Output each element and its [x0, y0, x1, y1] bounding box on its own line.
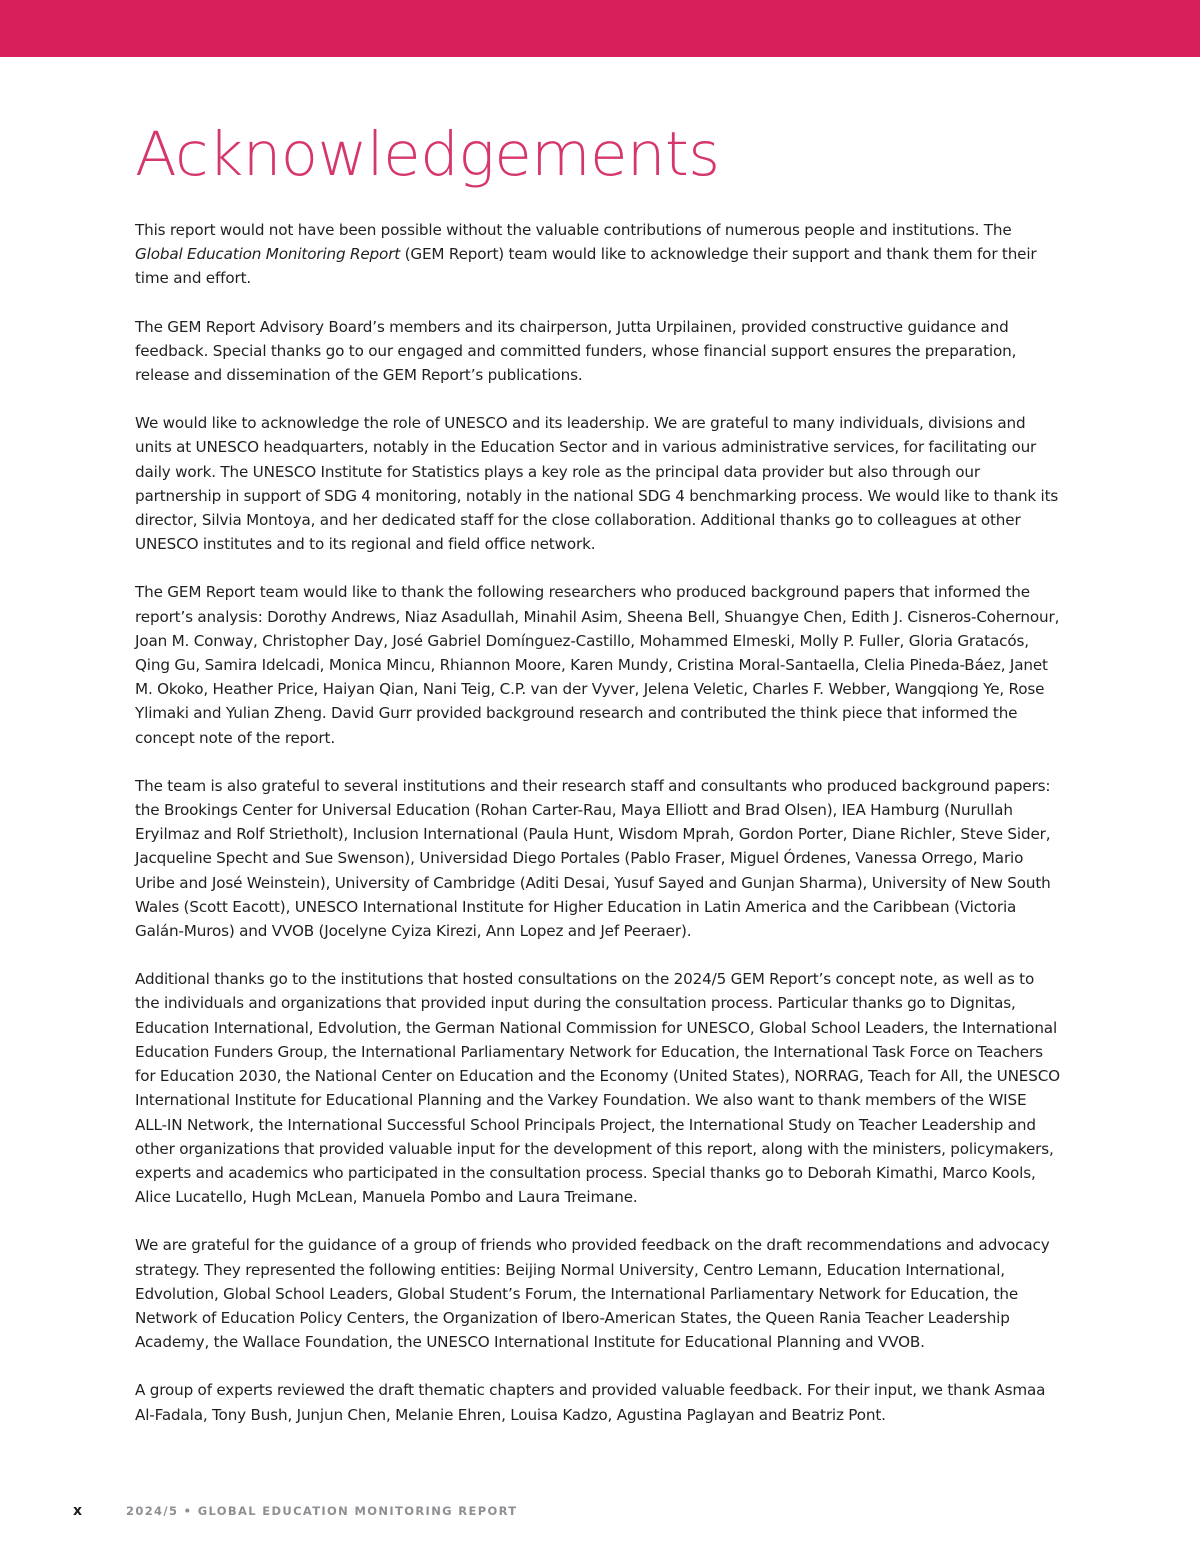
paragraph-consultations: Additional thanks go to the institutions that hosted consultations on the 2024/5 GEM Report’s concept note, as well as to the individuals and organizations that provided input during the consultation process. Particular thanks go to Dignitas, Education International, Edvolution, the German National Commission for UNESCO, Global School Leaders, the International Education Funders Group, the International Parliamentary Network for Education, the International Task Force on Teachers for Education 2030, the National Center on Education and the Economy (United States), NORRAG, Teach for All, the UNESCO International Institute for Educational Planning and the Varkey Foundation. We also want to thank members of the WISE ALL-IN Network, the International Successful School Principals Project, the International Study on Teacher Leadership and other organizations that provided valuable input for the development of this report, along with the ministers, policymakers, experts and academics who participated in the consultation process. Special thanks go to Deborah Kimathi, Marco Kools, Alice Lucatello, Hugh McLean, Manuela Pombo and Laura Treimane.	[135, 970, 1060, 1207]
paragraph-friends-group: We are grateful for the guidance of a group of friends who provided feedback on the draft recommendations and advocacy strategy. They represented the following entities: Beijing Normal University, Centro Lemann, Education International, Edvolution, Global School Leaders, Global Student’s Forum, the International Parliamentary Network for Education, the Network of Education Policy Centers, the Organization of Ibero-American States, the Queen Rania Teacher Leadership Academy, the Wallace Foundation, the UNESCO International Institute for Educational Planning and VVOB.	[135, 1236, 1050, 1352]
report-title-italic: Global Education Monitoring Report	[135, 245, 401, 264]
page-title: Acknowledgements	[135, 119, 720, 190]
page-content	[135, 120, 1060, 1427]
paragraph-expert-reviewers: A group of experts reviewed the draft thematic chapters and provided valuable feedback. For their input, we thank Asmaa Al-Fadala, Tony Bush, Junjun Chen, Melanie Ehren, Louisa Kadzo, Agustina Paglayan and Beatriz Pont.	[135, 1381, 1046, 1424]
paragraph-intro-part2: (GEM Report) team would like to acknowledge their support and thank them for their time and effort.	[135, 245, 1037, 288]
page-number: x	[72, 1503, 82, 1519]
footer-running-head: 2024/5 • GLOBAL EDUCATION MONITORING REPORT	[126, 1504, 518, 1518]
page-footer	[0, 1496, 1200, 1526]
paragraph-researchers: The GEM Report team would like to thank the following researchers who produced background papers that informed the report’s analysis: Dorothy Andrews, Niaz Asadullah, Minahil Asim, Sheena Bell, Shuangye Chen, Edith J. Cisneros-Cohernour, Joan M. Conway, Christopher Day, José Gabriel Domínguez-Castillo, Mohammed Elmeski, Molly P. Fuller, Gloria Gratacós, Qing Gu, Samira Idelcadi, Monica Mincu, Rhiannon Moore, Karen Mundy, Cristina Moral-Santaella, Clelia Pineda-Báez, Janet M. Okoko, Heather Price, Haiyan Qian, Nani Teig, C.P. van der Vyver, Jelena Veletic, Charles F. Webber, Wangqiong Ye, Rose Ylimaki and Yulian Zheng. David Gurr provided background research and contributed the think piece that informed the concept note of the report.	[135, 583, 1060, 747]
header-accent-band	[0, 0, 1200, 57]
paragraph-institutions: The team is also grateful to several institutions and their research staff and consultants who produced background papers: the Brookings Center for Universal Education (Rohan Carter-Rau, Maya Elliott and Brad Olsen), IEA Hamburg (Nurullah Eryilmaz and Rolf Strietholt), Inclusion International (Paula Hunt, Wisdom Mprah, Gordon Porter, Diane Richler, Steve Sider, Jacqueline Specht and Sue Swenson), Universidad Diego Portales (Pablo Fraser, Miguel Órdenes, Vanessa Orrego, Mario Uribe and José Weinstein), University of Cambridge (Aditi Desai, Yusuf Sayed and Gunjan Sharma), University of New South Wales (Scott Eacott), UNESCO International Institute for Higher Education in Latin America and the Caribbean (Victoria Galán-Muros) and VVOB (Jocelyne Cyiza Kirezi, Ann Lopez and Jef Peeraer).	[135, 776, 1051, 941]
paragraph-unesco: We would like to acknowledge the role of UNESCO and its leadership. We are grateful to many individuals, divisions and units at UNESCO headquarters, notably in the Education Sector and in various administrative services, for facilitating our daily work. The UNESCO Institute for Statistics plays a key role as the principal data provider but also through our partnership in support of SDG 4 monitoring, notably in the national SDG 4 benchmarking process. We would like to thank its director, Silvia Montoya, and her dedicated staff for the close collaboration. Additional thanks go to colleagues at other UNESCO institutes and to its regional and field office network.	[135, 414, 1059, 554]
paragraph-intro	[135, 218, 1060, 291]
paragraph-intro-part1: This report would not have been possible without the valuable contributions of numerous people and institutions. The	[135, 221, 1012, 239]
paragraph-advisory-board: The GEM Report Advisory Board’s members and its chairperson, Jutta Urpilainen, provided constructive guidance and feedback. Special thanks go to our engaged and committed funders, whose financial support ensures the preparation, release and dissemination of the GEM Report’s publications.	[135, 317, 1017, 385]
